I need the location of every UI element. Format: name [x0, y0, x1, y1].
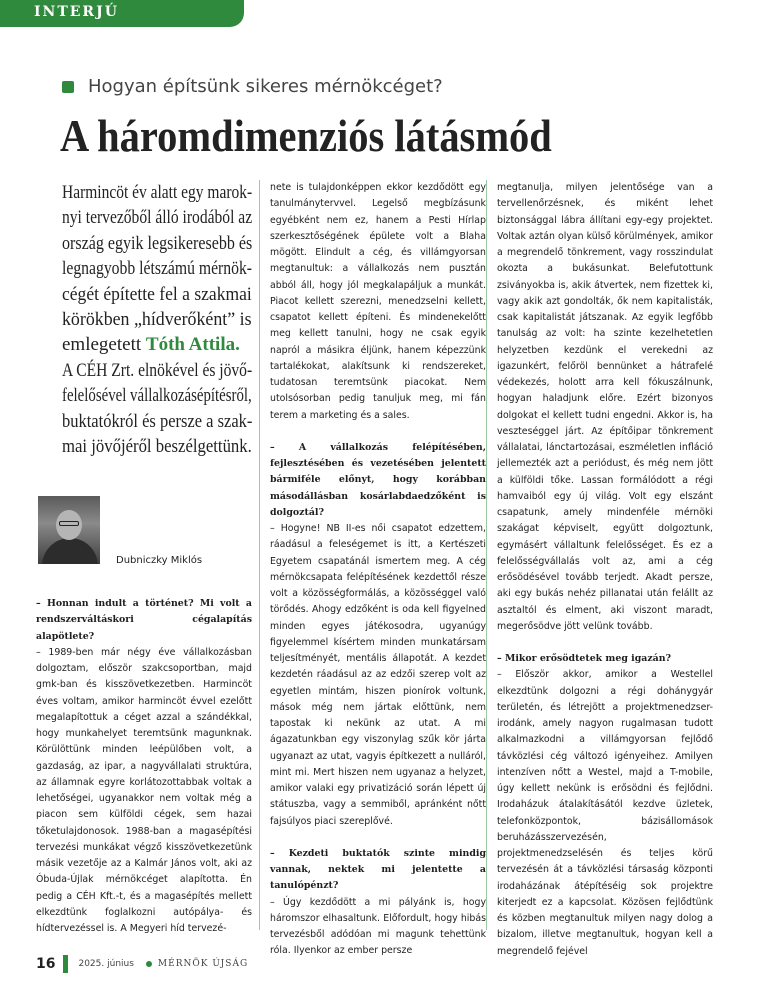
headline: A háromdimenziós látásmód — [60, 110, 552, 161]
interview-answer: – Először akkor, amikor a Westellel elkezdtünk dolgozni a régi dohánygyár területén, és létrejött a projektmenedzser-irodánk, amely nagyon rugalmasan tudott alkalmazkodni a villámgyorsan fejlődő távközlési cég változó igényeihez. Amilyen intenzíven nőtt a Westel, majd a T-mobile, úgy kellett nekünk is erősödni és fejlődni. Irodaházuk átalakításától kezdve üzletek, telefonközpontok, bázisállomások beruházásszervezésén, projektmenedzselésén és teljes körű tervezésén át a távközlési társaság központi irodaházának átépítéséig sok projektre kiterjedt ez a kapcsolat. Közösen fejlődtünk és közben megtanultuk milyen nagy dolog a bizalom, illetve megtanultuk, hogyan kell a megrendelő fejével — [497, 669, 713, 957]
interview-question: – Mikor erősödtetek meg igazán? — [497, 653, 672, 664]
interview-answer: – Hogyne! NB II-es női csapatot edzettem, ráadásul a feleségemet is itt, a Kertészeti Egyetem csapatánál ismertem meg. A cég mérnökcsapata felépítésének kezdettől része volt a közösségformálás, a közösséggel való törődés. Ahogy edzőként is oda kell figyelned minden egyes játékosodra, ugyanúgy figyelemmel kísértem minden munkatársam teljesítményét, mentális állapotát. A kezdet kezdetén ráadásul az az edzői szerep volt az egyetlen mintám, hiszen pionírok voltunk, mások még nem jártak előttünk, nem tapostak ki nekünk az utat. A mi ágazatunkban egy viszonylag szűk kör járta ugyanazt az utat, vagyis építkezett a nulláról, mint mi. Mert hiszen nem ugyanaz a helyzet, amikor valaki egy privatizáció során lépett új státuszba, vagy a semmiből, apránként nőtt fajsúlyos piaci szereplővé. — [270, 523, 486, 827]
paragraph-gap — [270, 424, 486, 440]
paragraph-gap — [497, 635, 713, 651]
intro-line: ország egyik legsikeresebb és — [62, 232, 253, 254]
section-tab — [0, 0, 244, 27]
article-column-3 — [497, 180, 713, 960]
photo-caption: Dubniczky Miklós — [116, 555, 203, 566]
kicker-text: Hogyan építsünk sikeres mérnökcéget? — [88, 76, 443, 97]
interview-question: – A vállalkozás felépítésében, fejlesztésében és vezetésében jelentett bármiféle előnyt, hogy korábban másodállásban kosárlabdaedzőként is dolgoztál? — [270, 441, 486, 518]
page-footer — [36, 955, 248, 973]
interview-answer: megtanulja, milyen jelentősége van a tervellenőrzésnek, és miként lehet biztonsággal lábra állítani egy-egy projektet. Voltak aztán olyan külső körülmények, amikor a megrendelő tönkrement, vagy rosszindulat okozta a bukásunkat. Belefutottunk zsiványokba is, akik átvertek, nem fizettek ki, vagy akik azt gondolták, ők nem kapitalisták, csak kapitalistát játszanak. Az egyik legfőbb tanulság az volt: ha szinte kezelhetetlen helyzetben kezdünk el verekedni az igazunkért, felőröl bennünket a hátrafelé védekezés, holott arra kell fókuszálnunk, hogyan haladjunk előre. Ezért bizonyos dolgokat el kellett tudni engedni. Akkor is, ha veszteséggel járt. Az építőipar tönkrement vállalatai, lánctartozásai, eszméletlen infláció jellemezték azt a periódust, és még nem jött a külföldi tőke. Lassan formálódott a régi hamvaiból egy új világ. Volt egy elszánt csapatunk, amely mindenféle mérnöki szakágat képviselt, együtt dolgoztunk, egymásért vállaltunk felelősséget. És ez a felelősségvállalás volt az, ami a cég erősödésével tovább terjedt. Akadt persze, aki egy bukás nehéz pillanatai után felállt az asztaltól és elment, aki viszont maradt, megerősödve jött velünk tovább. — [497, 182, 713, 632]
intro-line: emlegetett Tóth Attila. — [62, 334, 240, 356]
paragraph-gap — [270, 830, 486, 846]
section-label: INTERJÚ — [34, 4, 119, 20]
intro-line: A CÉH Zrt. elnökével és jövő- — [62, 359, 253, 381]
footer-bar — [63, 955, 68, 973]
intro-line: buktatókról és persze a szak- — [62, 410, 253, 432]
intro-line: cégét építette fel a szakmai — [62, 283, 252, 305]
article-column-2 — [270, 180, 486, 960]
intro-line: Harmincöt év alatt egy marok- — [62, 182, 253, 203]
issue-date: 2025. június — [78, 959, 134, 969]
footer-dot-icon — [146, 961, 152, 967]
interview-answer: – 1989-ben már négy éve vállalkozásban dolgoztam, először szakcsoportban, majd gmk-ban és kisszövetkezetben. Harmincöt éves voltam, amikor harmincöt évvel ezelőtt megalapítottuk a céget azzal a szándékkal, hogy munkahelyet teremtsünk magunknak. Körülöttünk minden leépülőben volt, a gazdaság, az ipar, a nagyvállalati struktúra, az államnak egyre korlátozottabbak voltak a lehetőségei, ugyanakkor nem voltak még a piacon sem külföldi cégek, sem hazai tőketulajdonosok. 1988-ban a magasépítési tervezési munkákat végző kisszövetkezetünk másik vezetője az a Kalmár János volt, aki az Óbuda-Újlak mérnökcéget alapította. Én pedig a CÉH Kft.-t, és a magasépítés mellett elkezdtünk foglalkozni autópálya- és hídtervezéssel is. A Megyeri híd tervezé- — [36, 646, 252, 934]
intro-lead — [62, 180, 252, 459]
kicker — [62, 76, 443, 97]
publication-name: MÉRNÖK ÚJSÁG — [157, 959, 249, 969]
interview-answer: – Úgy kezdődött a mi pályánk is, hogy háromszor elhasaltunk. Előfordult, hogy hibás tervezésből adódóan mi magunk tehettünk róla. Ilyenkor az ember persze — [270, 896, 486, 957]
interview-question: – Kezdeti buktatók szinte mindig vannak, nektek mi jelentette a tanulópénzt? — [270, 847, 486, 892]
column-divider — [486, 180, 487, 930]
author-photo — [38, 496, 100, 564]
article-column-1 — [36, 596, 252, 937]
interview-question: – Honnan indult a történet? Mi volt a rendszerváltáskori cégalapítás alapötlete? — [36, 598, 252, 642]
kicker-square-icon — [62, 81, 74, 93]
intro-line: körökben „hídverőként” is — [62, 309, 252, 331]
interviewee-name: Tóth Attila. — [145, 334, 240, 356]
page-number: 16 — [36, 956, 56, 972]
intro-line: nyi tervezőből álló irodából az — [62, 207, 253, 229]
column-divider — [259, 180, 260, 930]
intro-line: legnagyobb létszámú mérnök- — [62, 258, 253, 280]
interview-answer: nete is tulajdonképpen ekkor kezdődött egy tanulmánytervvel. Legelső megbízásunk egyébként nem ez, hanem a Pesti Hírlap szerkesztőségének épülete volt a Blaha mögött. Elindult a cég, és villámgyorsan megtanultuk: a vállalkozás nem pusztán abból áll, hogy jól megkalapáljuk a munkát. Piacot kellett szerezni, menedzselni kellett, csapatot kellett építeni. És mindenekelőtt meg kellett tanulni, hogy ne csak egyik napról a másikra éljünk, hanem képezzünk tartalékokat, alakítsunk ki rendszereket, tudatosan teremtsünk piacokat. Nem utolsósorban pedig tanuljuk meg, mi fán terem a marketing és a sales. — [270, 182, 486, 421]
intro-line: felelősével vállalkozásépítésről, — [62, 385, 252, 407]
intro-line: mai jövőjéről beszélgettünk. — [62, 436, 252, 458]
